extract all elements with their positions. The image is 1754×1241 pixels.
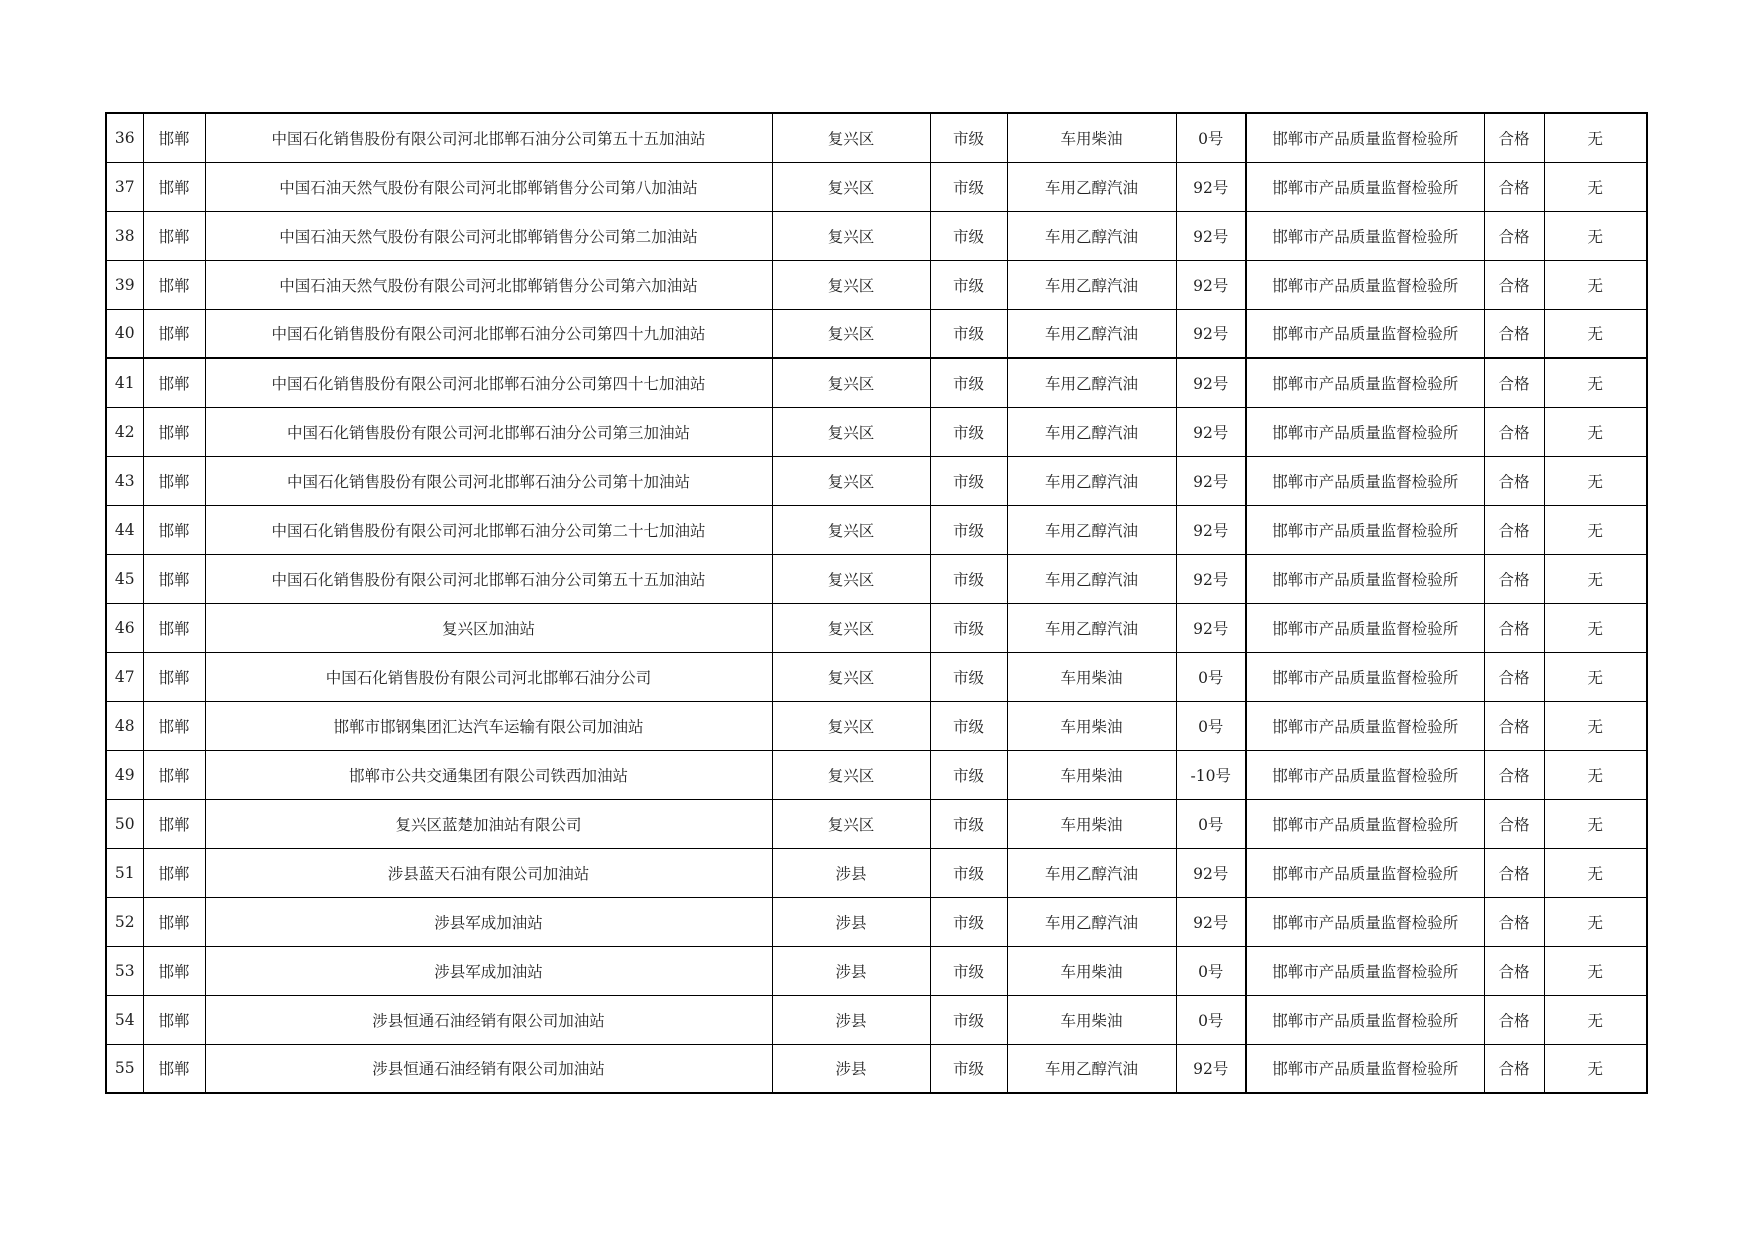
table-row (106, 456, 1647, 505)
district-cell: 涉县 (772, 995, 930, 1044)
level-cell: 市级 (930, 701, 1007, 750)
remark-cell: 无 (1544, 505, 1647, 554)
district-cell: 涉县 (772, 848, 930, 897)
level-cell: 市级 (930, 750, 1007, 799)
station-name-cell: 邯郸市邯钢集团汇达汽车运输有限公司加油站 (205, 701, 772, 750)
serial-number-cell: 47 (106, 652, 143, 701)
product-cell: 车用乙醇汽油 (1007, 505, 1176, 554)
remark-cell: 无 (1544, 652, 1647, 701)
grade-cell: -10号 (1176, 750, 1246, 799)
city-cell: 邯郸 (143, 799, 205, 848)
station-name-cell: 涉县恒通石油经销有限公司加油站 (205, 1044, 772, 1093)
table-row (106, 407, 1647, 456)
remark-cell: 无 (1544, 554, 1647, 603)
district-cell: 复兴区 (772, 554, 930, 603)
level-cell: 市级 (930, 554, 1007, 603)
station-name-cell: 中国石化销售股份有限公司河北邯郸石油分公司第三加油站 (205, 407, 772, 456)
inspection-agency-cell: 邯郸市产品质量监督检验所 (1246, 211, 1484, 260)
station-name-cell: 中国石化销售股份有限公司河北邯郸石油分公司第二十七加油站 (205, 505, 772, 554)
remark-cell: 无 (1544, 701, 1647, 750)
serial-number-cell: 40 (106, 309, 143, 358)
city-cell: 邯郸 (143, 995, 205, 1044)
product-cell: 车用柴油 (1007, 750, 1176, 799)
table-row (106, 701, 1647, 750)
grade-cell: 0号 (1176, 799, 1246, 848)
serial-number-cell: 49 (106, 750, 143, 799)
remark-cell: 无 (1544, 456, 1647, 505)
level-cell: 市级 (930, 603, 1007, 652)
inspection-agency-cell: 邯郸市产品质量监督检验所 (1246, 456, 1484, 505)
product-cell: 车用乙醇汽油 (1007, 309, 1176, 358)
level-cell: 市级 (930, 211, 1007, 260)
city-cell: 邯郸 (143, 701, 205, 750)
level-cell: 市级 (930, 995, 1007, 1044)
district-cell: 涉县 (772, 897, 930, 946)
result-cell: 合格 (1484, 603, 1544, 652)
district-cell: 复兴区 (772, 309, 930, 358)
remark-cell: 无 (1544, 946, 1647, 995)
table-row (106, 554, 1647, 603)
inspection-agency-cell: 邯郸市产品质量监督检验所 (1246, 505, 1484, 554)
table-row (106, 652, 1647, 701)
level-cell: 市级 (930, 113, 1007, 162)
level-cell: 市级 (930, 505, 1007, 554)
table-row (106, 260, 1647, 309)
product-cell: 车用柴油 (1007, 652, 1176, 701)
product-cell: 车用乙醇汽油 (1007, 848, 1176, 897)
result-cell: 合格 (1484, 113, 1544, 162)
district-cell: 复兴区 (772, 603, 930, 652)
city-cell: 邯郸 (143, 407, 205, 456)
remark-cell: 无 (1544, 848, 1647, 897)
inspection-agency-cell: 邯郸市产品质量监督检验所 (1246, 799, 1484, 848)
city-cell: 邯郸 (143, 211, 205, 260)
level-cell: 市级 (930, 456, 1007, 505)
result-cell: 合格 (1484, 554, 1544, 603)
district-cell: 复兴区 (772, 505, 930, 554)
station-name-cell: 中国石化销售股份有限公司河北邯郸石油分公司第十加油站 (205, 456, 772, 505)
inspection-agency-cell: 邯郸市产品质量监督检验所 (1246, 554, 1484, 603)
level-cell: 市级 (930, 799, 1007, 848)
level-cell: 市级 (930, 358, 1007, 407)
product-cell: 车用柴油 (1007, 995, 1176, 1044)
grade-cell: 0号 (1176, 652, 1246, 701)
table-row (106, 358, 1647, 407)
serial-number-cell: 48 (106, 701, 143, 750)
result-cell: 合格 (1484, 799, 1544, 848)
table-row (106, 799, 1647, 848)
city-cell: 邯郸 (143, 309, 205, 358)
result-cell: 合格 (1484, 652, 1544, 701)
product-cell: 车用柴油 (1007, 113, 1176, 162)
result-cell: 合格 (1484, 162, 1544, 211)
product-cell: 车用乙醇汽油 (1007, 162, 1176, 211)
district-cell: 涉县 (772, 1044, 930, 1093)
serial-number-cell: 43 (106, 456, 143, 505)
city-cell: 邯郸 (143, 946, 205, 995)
product-cell: 车用乙醇汽油 (1007, 1044, 1176, 1093)
product-cell: 车用乙醇汽油 (1007, 554, 1176, 603)
table-row (106, 505, 1647, 554)
table-row (106, 946, 1647, 995)
grade-cell: 92号 (1176, 603, 1246, 652)
grade-cell: 92号 (1176, 456, 1246, 505)
remark-cell: 无 (1544, 211, 1647, 260)
level-cell: 市级 (930, 1044, 1007, 1093)
level-cell: 市级 (930, 309, 1007, 358)
serial-number-cell: 37 (106, 162, 143, 211)
level-cell: 市级 (930, 946, 1007, 995)
remark-cell: 无 (1544, 799, 1647, 848)
city-cell: 邯郸 (143, 505, 205, 554)
serial-number-cell: 38 (106, 211, 143, 260)
serial-number-cell: 50 (106, 799, 143, 848)
serial-number-cell: 53 (106, 946, 143, 995)
station-name-cell: 涉县恒通石油经销有限公司加油站 (205, 995, 772, 1044)
table-row (106, 995, 1647, 1044)
result-cell: 合格 (1484, 946, 1544, 995)
station-name-cell: 中国石化销售股份有限公司河北邯郸石油分公司第四十七加油站 (205, 358, 772, 407)
district-cell: 复兴区 (772, 211, 930, 260)
table-row (106, 1044, 1647, 1093)
serial-number-cell: 44 (106, 505, 143, 554)
inspection-agency-cell: 邯郸市产品质量监督检验所 (1246, 603, 1484, 652)
district-cell: 涉县 (772, 946, 930, 995)
station-name-cell: 中国石化销售股份有限公司河北邯郸石油分公司第五十五加油站 (205, 554, 772, 603)
product-cell: 车用乙醇汽油 (1007, 211, 1176, 260)
grade-cell: 0号 (1176, 113, 1246, 162)
inspection-agency-cell: 邯郸市产品质量监督检验所 (1246, 897, 1484, 946)
remark-cell: 无 (1544, 603, 1647, 652)
inspection-agency-cell: 邯郸市产品质量监督检验所 (1246, 1044, 1484, 1093)
inspection-agency-cell: 邯郸市产品质量监督检验所 (1246, 848, 1484, 897)
station-name-cell: 复兴区蓝楚加油站有限公司 (205, 799, 772, 848)
grade-cell: 92号 (1176, 309, 1246, 358)
serial-number-cell: 46 (106, 603, 143, 652)
level-cell: 市级 (930, 848, 1007, 897)
product-cell: 车用乙醇汽油 (1007, 358, 1176, 407)
serial-number-cell: 51 (106, 848, 143, 897)
remark-cell: 无 (1544, 260, 1647, 309)
remark-cell: 无 (1544, 995, 1647, 1044)
city-cell: 邯郸 (143, 603, 205, 652)
district-cell: 复兴区 (772, 162, 930, 211)
remark-cell: 无 (1544, 162, 1647, 211)
inspection-agency-cell: 邯郸市产品质量监督检验所 (1246, 701, 1484, 750)
city-cell: 邯郸 (143, 848, 205, 897)
inspection-agency-cell: 邯郸市产品质量监督检验所 (1246, 652, 1484, 701)
remark-cell: 无 (1544, 113, 1647, 162)
result-cell: 合格 (1484, 407, 1544, 456)
grade-cell: 92号 (1176, 505, 1246, 554)
table-body (106, 113, 1647, 1093)
result-cell: 合格 (1484, 456, 1544, 505)
level-cell: 市级 (930, 407, 1007, 456)
grade-cell: 0号 (1176, 995, 1246, 1044)
grade-cell: 92号 (1176, 848, 1246, 897)
result-cell: 合格 (1484, 505, 1544, 554)
table-row (106, 750, 1647, 799)
inspection-agency-cell: 邯郸市产品质量监督检验所 (1246, 113, 1484, 162)
station-name-cell: 中国石油天然气股份有限公司河北邯郸销售分公司第八加油站 (205, 162, 772, 211)
table-row (106, 309, 1647, 358)
product-cell: 车用乙醇汽油 (1007, 603, 1176, 652)
inspection-agency-cell: 邯郸市产品质量监督检验所 (1246, 162, 1484, 211)
inspection-agency-cell: 邯郸市产品质量监督检验所 (1246, 995, 1484, 1044)
grade-cell: 92号 (1176, 260, 1246, 309)
station-name-cell: 邯郸市公共交通集团有限公司铁西加油站 (205, 750, 772, 799)
level-cell: 市级 (930, 897, 1007, 946)
result-cell: 合格 (1484, 848, 1544, 897)
table-row (106, 113, 1647, 162)
inspection-agency-cell: 邯郸市产品质量监督检验所 (1246, 358, 1484, 407)
station-name-cell: 中国石化销售股份有限公司河北邯郸石油分公司 (205, 652, 772, 701)
product-cell: 车用柴油 (1007, 701, 1176, 750)
serial-number-cell: 55 (106, 1044, 143, 1093)
serial-number-cell: 52 (106, 897, 143, 946)
district-cell: 复兴区 (772, 407, 930, 456)
level-cell: 市级 (930, 162, 1007, 211)
city-cell: 邯郸 (143, 162, 205, 211)
table-row (106, 603, 1647, 652)
serial-number-cell: 36 (106, 113, 143, 162)
result-cell: 合格 (1484, 750, 1544, 799)
city-cell: 邯郸 (143, 897, 205, 946)
product-cell: 车用乙醇汽油 (1007, 260, 1176, 309)
city-cell: 邯郸 (143, 260, 205, 309)
result-cell: 合格 (1484, 897, 1544, 946)
inspection-agency-cell: 邯郸市产品质量监督检验所 (1246, 407, 1484, 456)
station-name-cell: 涉县军成加油站 (205, 897, 772, 946)
product-cell: 车用柴油 (1007, 799, 1176, 848)
district-cell: 复兴区 (772, 652, 930, 701)
product-cell: 车用乙醇汽油 (1007, 407, 1176, 456)
inspection-agency-cell: 邯郸市产品质量监督检验所 (1246, 309, 1484, 358)
district-cell: 复兴区 (772, 799, 930, 848)
station-name-cell: 中国石油天然气股份有限公司河北邯郸销售分公司第二加油站 (205, 211, 772, 260)
table-row (106, 848, 1647, 897)
city-cell: 邯郸 (143, 554, 205, 603)
city-cell: 邯郸 (143, 1044, 205, 1093)
level-cell: 市级 (930, 260, 1007, 309)
level-cell: 市级 (930, 652, 1007, 701)
station-name-cell: 中国石化销售股份有限公司河北邯郸石油分公司第四十九加油站 (205, 309, 772, 358)
grade-cell: 92号 (1176, 358, 1246, 407)
result-cell: 合格 (1484, 995, 1544, 1044)
city-cell: 邯郸 (143, 652, 205, 701)
inspection-agency-cell: 邯郸市产品质量监督检验所 (1246, 260, 1484, 309)
serial-number-cell: 41 (106, 358, 143, 407)
city-cell: 邯郸 (143, 456, 205, 505)
district-cell: 复兴区 (772, 358, 930, 407)
result-cell: 合格 (1484, 358, 1544, 407)
district-cell: 复兴区 (772, 113, 930, 162)
table-row (106, 211, 1647, 260)
remark-cell: 无 (1544, 1044, 1647, 1093)
district-cell: 复兴区 (772, 701, 930, 750)
table-row (106, 162, 1647, 211)
serial-number-cell: 42 (106, 407, 143, 456)
grade-cell: 92号 (1176, 162, 1246, 211)
remark-cell: 无 (1544, 358, 1647, 407)
table-row (106, 897, 1647, 946)
product-cell: 车用柴油 (1007, 946, 1176, 995)
result-cell: 合格 (1484, 260, 1544, 309)
grade-cell: 92号 (1176, 407, 1246, 456)
inspection-agency-cell: 邯郸市产品质量监督检验所 (1246, 750, 1484, 799)
remark-cell: 无 (1544, 750, 1647, 799)
result-cell: 合格 (1484, 701, 1544, 750)
district-cell: 复兴区 (772, 456, 930, 505)
inspection-agency-cell: 邯郸市产品质量监督检验所 (1246, 946, 1484, 995)
product-cell: 车用乙醇汽油 (1007, 456, 1176, 505)
serial-number-cell: 54 (106, 995, 143, 1044)
remark-cell: 无 (1544, 897, 1647, 946)
grade-cell: 92号 (1176, 1044, 1246, 1093)
product-cell: 车用乙醇汽油 (1007, 897, 1176, 946)
result-cell: 合格 (1484, 211, 1544, 260)
grade-cell: 0号 (1176, 946, 1246, 995)
result-cell: 合格 (1484, 1044, 1544, 1093)
grade-cell: 0号 (1176, 701, 1246, 750)
grade-cell: 92号 (1176, 554, 1246, 603)
city-cell: 邯郸 (143, 358, 205, 407)
serial-number-cell: 45 (106, 554, 143, 603)
inspection-table (105, 112, 1648, 1094)
remark-cell: 无 (1544, 309, 1647, 358)
remark-cell: 无 (1544, 407, 1647, 456)
grade-cell: 92号 (1176, 211, 1246, 260)
station-name-cell: 涉县军成加油站 (205, 946, 772, 995)
city-cell: 邯郸 (143, 113, 205, 162)
station-name-cell: 复兴区加油站 (205, 603, 772, 652)
grade-cell: 92号 (1176, 897, 1246, 946)
district-cell: 复兴区 (772, 260, 930, 309)
station-name-cell: 中国石化销售股份有限公司河北邯郸石油分公司第五十五加油站 (205, 113, 772, 162)
result-cell: 合格 (1484, 309, 1544, 358)
city-cell: 邯郸 (143, 750, 205, 799)
station-name-cell: 涉县蓝天石油有限公司加油站 (205, 848, 772, 897)
station-name-cell: 中国石油天然气股份有限公司河北邯郸销售分公司第六加油站 (205, 260, 772, 309)
district-cell: 复兴区 (772, 750, 930, 799)
serial-number-cell: 39 (106, 260, 143, 309)
